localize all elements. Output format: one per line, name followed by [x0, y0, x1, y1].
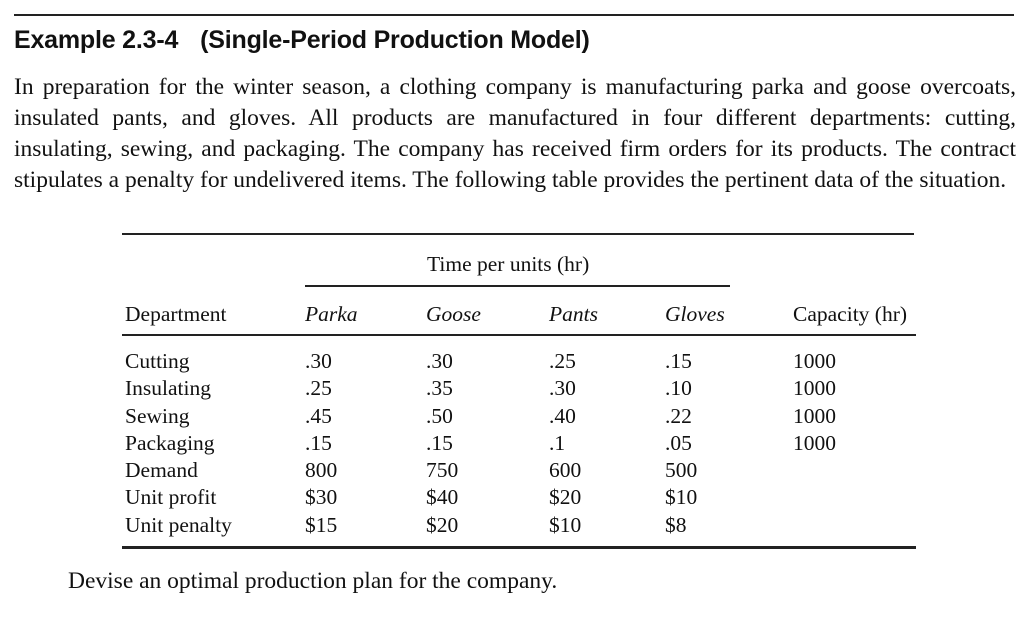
table-cell: Sewing [125, 403, 190, 428]
header-parka: Parka [305, 302, 358, 326]
table-cell: .25 [305, 376, 332, 401]
table-cell: .45 [305, 403, 332, 428]
example-number: Example 2.3-4 [14, 26, 179, 54]
table-cell: 750 [426, 458, 459, 483]
column-parka [305, 348, 337, 539]
intro-paragraph: In preparation for the winter season, a clothing company is manufacturing parka and goose overcoats, insulated pants, and gloves. All products are manufactured in four different departments: cutting, insulating, sewing, and packaging. The company has received firm orders for its products. The contract stipulates a penalty for undelivered items. The following table provides the pertinent data of the situation. [14, 74, 1016, 193]
table-cell: 500 [665, 458, 698, 483]
column-gloves [665, 348, 697, 539]
column-goose [426, 348, 458, 539]
table-cell: .30 [305, 349, 332, 373]
group-header-rule [305, 285, 730, 287]
table-cell: .30 [549, 376, 576, 401]
header-department: Department [125, 302, 227, 326]
data-table [122, 230, 916, 550]
table-cell: Packaging [125, 430, 215, 455]
table-cell: $40 [426, 485, 459, 510]
table-cell: Demand [125, 458, 198, 483]
table-cell: 600 [549, 458, 582, 483]
table-cell: .22 [665, 403, 692, 428]
table-cell: Cutting [125, 349, 190, 373]
table-cell: Unit penalty [125, 512, 232, 537]
column-capacity [793, 348, 836, 457]
table-cell: 1000 [793, 430, 836, 455]
table-cell: $10 [665, 485, 698, 510]
table-cell: $15 [305, 512, 338, 537]
table-cell: .15 [426, 430, 453, 455]
example-name: (Single-Period Production Model) [200, 26, 590, 54]
table-cell: .40 [549, 403, 576, 428]
table-cell: .25 [549, 349, 576, 373]
table-cell: .35 [426, 376, 453, 401]
table-cell: .05 [665, 430, 692, 455]
table-cell: .50 [426, 403, 453, 428]
table-cell: 800 [305, 458, 338, 483]
table-cell: .10 [665, 376, 692, 401]
table-cell: $8 [665, 512, 687, 537]
header-gloves: Gloves [665, 302, 725, 326]
table-cell: $10 [549, 512, 582, 537]
table-cell: $20 [549, 485, 582, 510]
table-cell: Unit profit [125, 485, 217, 510]
table-cell: .1 [549, 430, 566, 455]
table-header-rule [122, 334, 916, 336]
table-cell: 1000 [793, 349, 836, 373]
header-goose: Goose [426, 302, 481, 326]
table-cell: .15 [665, 349, 692, 373]
table-cell: Insulating [125, 376, 211, 401]
top-rule [14, 14, 1014, 16]
header-capacity: Capacity (hr) [793, 302, 908, 326]
table-bottom-rule [122, 546, 916, 549]
example-title [14, 26, 590, 55]
column-department [125, 348, 232, 539]
table-cell: .15 [305, 430, 332, 455]
table-cell: $20 [426, 512, 459, 537]
group-header: Time per units (hr) [427, 252, 590, 276]
column-pants [549, 348, 581, 539]
closing-sentence: Devise an optimal production plan for the company. [68, 568, 558, 594]
table-cell: .30 [426, 349, 453, 373]
table-top-rule [122, 233, 914, 235]
table-cell: 1000 [793, 403, 836, 428]
table-cell: 1000 [793, 376, 836, 401]
header-pants: Pants [549, 302, 598, 326]
table-cell: $30 [305, 485, 338, 510]
